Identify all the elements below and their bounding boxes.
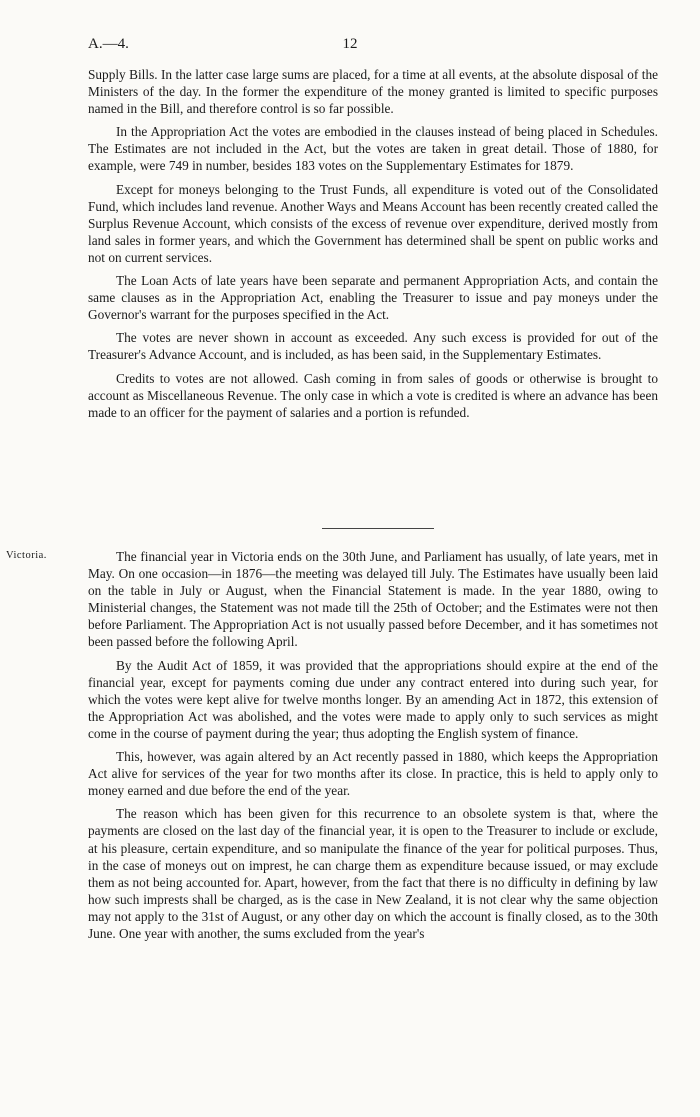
paragraph: Except for moneys belonging to the Trust Funds, all expenditure is voted out of the Consolidated Fund, which includes land revenue. Another Ways and Means Account has been recently created called the Surplus Revenue Account, which consists of the excess of revenue over expenditure, derived mostly from land sales in former years, and which the Government has determined shall be spent on public works and not on current services. [88,181,658,265]
margin-label-victoria: Victoria. [6,550,47,561]
paragraph: The financial year in Victoria ends on the 30th June, and Parliament has usually, of late years, met in May. On one occasion—in 1876—the meeting was delayed till July. The Estimates have usually been laid on the table in July or August, when the Financial Statement is made. In the year 1880, owing to Ministerial changes, the Statement was not made till the 25th of October; and the Estimates were not then before Parliament. The Appropriation Act is not usually passed before December, and it has sometimes not been passed before the following April. [88,549,658,650]
paragraph: Supply Bills. In the latter case large sums are placed, for a time at all events, at the absolute disposal of the Ministers of the day. In the former the expenditure of the money granted is limited to specific purposes named in the Bill, and therefore control is so far possible. [88,67,658,117]
section-new-zealand-continued [88,66,658,427]
paragraph: The votes are never shown in account as exceeded. Any such excess is provided for out of the Treasurer's Advance Account, and is included, as has been said, in the Supplementary Estimates. [88,330,658,363]
section-divider [322,528,434,529]
section-victoria [88,548,658,948]
paragraph: By the Audit Act of 1859, it was provided that the appropriations should expire at the end of the financial year, except for payments coming due under any contract entered into during such year, for which the votes were kept alive for twelve months longer. By an amending Act in 1872, this extension of the Appropriation Act was abolished, and the votes were made to apply only to such services as might come in the course of payment during the year; thus adopting the English system of finance. [88,657,658,741]
paragraph: The Loan Acts of late years have been separate and permanent Appropriation Acts, and contain the same clauses as in the Appropriation Act, enabling the Treasurer to issue and pay moneys under the Governor's warrant for the purposes specified in the Act. [88,273,658,323]
page-number: 12 [342,36,358,52]
paragraph: In the Appropriation Act the votes are embodied in the clauses instead of being placed in Schedules. The Estimates are not included in the Act, but the votes are taken in great detail. Those of 1880, for example, were 749 in number, besides 183 votes on the Supplementary Estimates for 1879. [88,124,658,174]
paragraph: This, however, was again altered by an Act recently passed in 1880, which keeps the Appropriation Act alive for services of the year for two months after its close. In practice, this is held to apply only to money earned and due before the end of the year. [88,749,658,799]
paragraph: The reason which has been given for this recurrence to an obsolete system is that, where the payments are closed on the last day of the financial year, it is open to the Treasurer to include or exclude, at his pleasure, certain expenditure, and so manipulate the finance of the year for political purposes. Thus, in the case of moneys out on imprest, he can charge them as expenditure because issued, or may exclude them as not being accounted for. Apart, however, from the fact that there is no difficulty in defining by law how such imprests shall be charged, as is the case in New Zealand, it is not clear why the same objection may not apply to the 31st of August, or any other day on which the account is finally closed, as to the 30th June. One year with another, the sums excluded from the year's [88,806,658,941]
paragraph: Credits to votes are not allowed. Cash coming in from sales of goods or otherwise is brought to account as Miscellaneous Revenue. The only case in which a vote is credited is where an advance has been made to an officer for the payment of salaries and a portion is refunded. [88,370,658,420]
document-reference: A.—4. [88,36,129,52]
